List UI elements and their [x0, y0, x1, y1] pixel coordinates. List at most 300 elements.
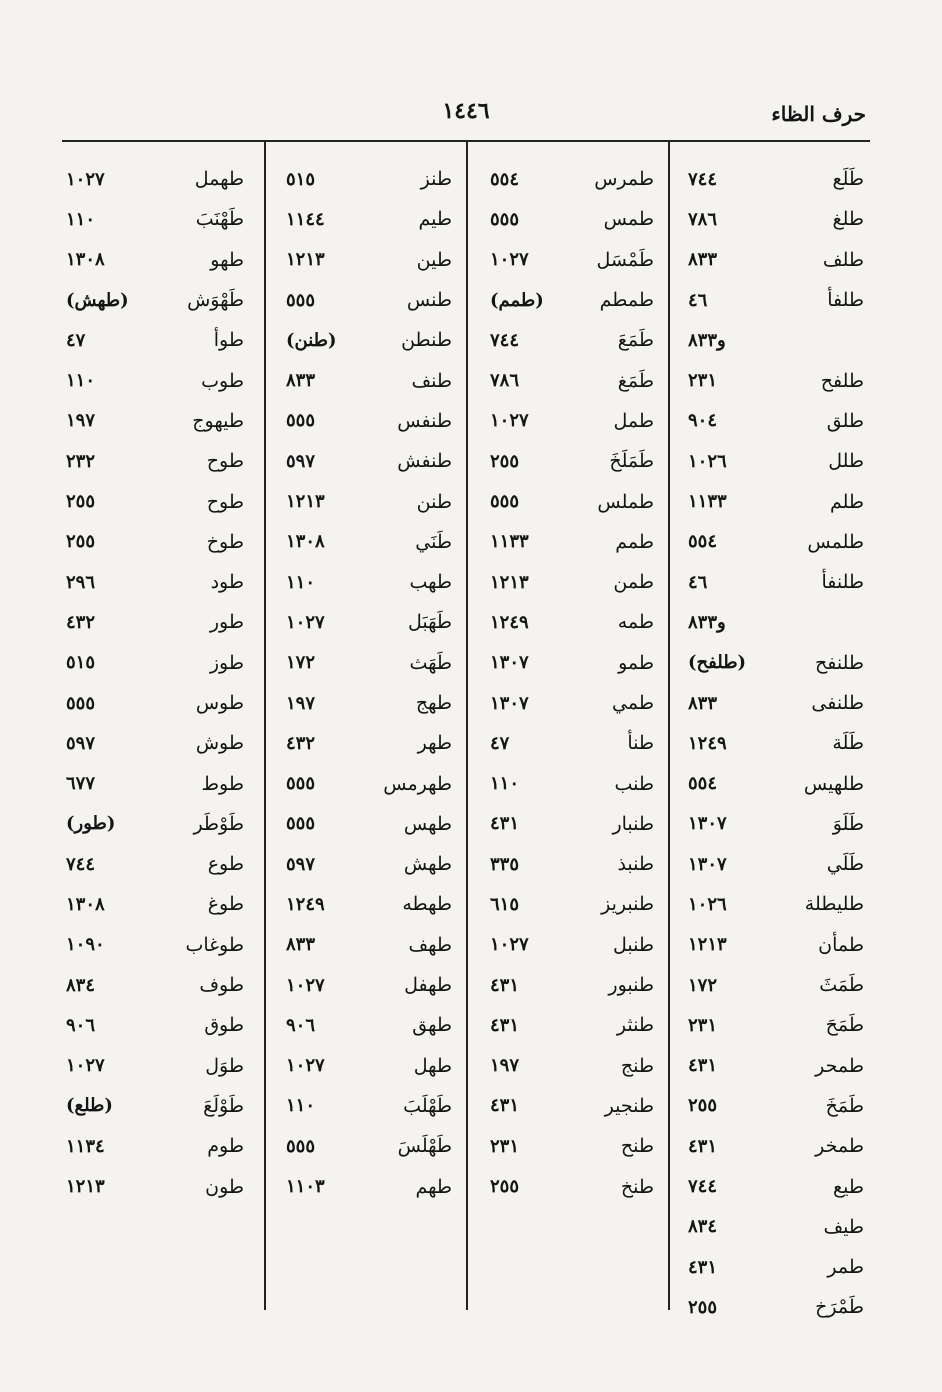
entry-word: طلفح — [820, 369, 864, 392]
index-entry — [62, 763, 264, 803]
index-entry — [670, 965, 870, 1005]
entry-page-ref: ٥٥٥ — [286, 410, 316, 432]
index-entry — [266, 1126, 466, 1166]
page-header — [62, 96, 870, 136]
entry-word: طمس — [603, 208, 654, 231]
index-entry — [62, 320, 264, 360]
entry-word: طوع — [207, 853, 244, 876]
entry-word: طهر — [417, 732, 452, 755]
entry-word: طلنفأ — [821, 571, 864, 594]
entry-page-ref: ٨٣٣ — [286, 934, 316, 956]
entry-word: طهرمس — [383, 772, 452, 795]
entry-word: طمي — [612, 692, 654, 714]
entry-word: طور — [209, 611, 244, 634]
entry-page-ref: ١٣٠٧ — [490, 692, 529, 714]
entry-page-ref: ٤٣٢ — [66, 611, 96, 633]
entry-page-ref: ٥٥٥ — [286, 1135, 316, 1157]
entry-page-ref: ٥٥٥ — [286, 773, 316, 795]
index-entry — [468, 844, 668, 884]
entry-word: طوغ — [207, 893, 244, 916]
index-entry — [670, 159, 870, 199]
entry-word: طهو — [210, 248, 244, 271]
index-entry — [62, 481, 264, 521]
index-entry — [468, 1005, 668, 1045]
entry-word: طنفش — [397, 450, 452, 473]
entry-word: طين — [416, 248, 452, 271]
entry-page-ref: ١١٠٣ — [286, 1176, 325, 1198]
index-entry — [62, 965, 264, 1005]
index-entry — [266, 683, 466, 723]
entry-page-ref: ٢٣٢ — [66, 450, 96, 472]
index-entry — [62, 159, 264, 199]
entry-word: طهق — [412, 1014, 452, 1037]
entry-word: طَمَغ — [617, 369, 654, 392]
entry-word: طوف — [199, 974, 244, 997]
index-entry — [670, 1126, 870, 1166]
index-entry — [670, 199, 870, 239]
entry-word: طلغ — [832, 208, 864, 231]
entry-page-ref: ١٢٤٩ — [688, 732, 727, 754]
entry-page-ref: ٥٩٧ — [66, 732, 96, 754]
entry-word: طنطن — [401, 329, 452, 352]
entry-word: طَهْوَش — [187, 289, 244, 312]
index-entry — [62, 723, 264, 763]
entry-word: طنبار — [612, 812, 654, 835]
entry-word: طَمَعَ — [617, 329, 654, 352]
entry-page-ref: ١١٣٤ — [66, 1135, 105, 1157]
entry-word: طوس — [195, 692, 244, 714]
entry-page-ref: ٤٦ — [688, 289, 708, 311]
index-entry — [468, 360, 668, 400]
entry-page-ref: ٥٥٤ — [688, 773, 718, 795]
index-column — [264, 142, 466, 1310]
index-column — [62, 142, 264, 1310]
index-entry — [62, 844, 264, 884]
entry-word: طوش — [195, 732, 244, 755]
index-entry — [266, 723, 466, 763]
entry-word: طلنفى — [811, 692, 864, 714]
index-entry — [670, 562, 870, 602]
entry-page-ref: ١٩٧ — [286, 692, 316, 714]
entry-word: طنس — [406, 289, 452, 312]
entry-page-ref: ١٢١٣ — [688, 934, 727, 956]
entry-word: طَهَث — [409, 651, 452, 674]
index-entry — [670, 320, 870, 360]
entry-word: طَلَوَ — [832, 812, 864, 835]
entry-word: طَلَي — [826, 853, 864, 876]
entry-word: طوَل — [205, 1054, 244, 1077]
entry-page-ref: ١٩٧ — [66, 410, 96, 432]
entry-page-ref: ١٢١٣ — [286, 249, 325, 271]
entry-word: طمر — [827, 1256, 864, 1279]
entry-word: طنبذ — [617, 853, 654, 876]
index-entry — [266, 1005, 466, 1045]
entry-page-ref: ٢٣١ — [688, 370, 718, 392]
entry-page-ref: ٦٧٧ — [66, 773, 96, 795]
entry-page-ref: ٧٨٦ — [688, 208, 718, 230]
entry-word: طَهْلَبَ — [403, 1094, 452, 1117]
entry-word: طود — [210, 571, 244, 594]
entry-word: طهج — [415, 692, 452, 714]
entry-word: طهطه — [402, 893, 452, 916]
entry-word: طَمَثَ — [819, 974, 864, 997]
index-entry — [468, 1126, 668, 1166]
index-entry — [62, 360, 264, 400]
index-entry — [266, 481, 466, 521]
entry-word: طنفس — [397, 409, 452, 432]
index-entry — [62, 804, 264, 844]
entry-word: طملس — [597, 490, 654, 513]
index-entry — [468, 683, 668, 723]
entry-word: طَمْرَخ — [815, 1296, 864, 1319]
entry-word: طنبل — [613, 933, 654, 956]
entry-word: طَمَلَخَ — [609, 450, 654, 473]
entry-word: طلمس — [807, 530, 864, 553]
entry-page-ref: ٥١٥ — [286, 168, 316, 190]
entry-word: طيم — [418, 208, 452, 231]
index-entry — [266, 240, 466, 280]
index-entry — [266, 360, 466, 400]
index-entry — [468, 401, 668, 441]
entry-page-ref: ٤٣١ — [688, 1055, 718, 1077]
entry-page-ref: ٤٣١ — [490, 1095, 520, 1117]
index-entry — [62, 522, 264, 562]
index-entry — [468, 602, 668, 642]
index-entry — [266, 884, 466, 924]
entry-word: طيع — [833, 1175, 864, 1198]
index-entry — [266, 643, 466, 683]
entry-word: طوق — [204, 1014, 244, 1037]
entry-page-ref: ٩٠٦ — [286, 1014, 316, 1036]
index-entry — [468, 763, 668, 803]
entry-page-ref: ٥٥٥ — [66, 692, 96, 714]
index-entry — [670, 1287, 870, 1327]
entry-page-ref: ٢٥٥ — [490, 1176, 520, 1198]
index-entry — [670, 602, 870, 642]
entry-page-ref: ٥٥٥ — [286, 813, 316, 835]
index-entry — [468, 1046, 668, 1086]
entry-word: طهش — [403, 853, 452, 876]
index-entry — [670, 1046, 870, 1086]
entry-word: طوز — [209, 651, 244, 674]
entry-word: طَمَخَ — [825, 1094, 864, 1117]
entry-page-ref: ٩٠٤ — [688, 410, 718, 432]
index-entry — [670, 844, 870, 884]
entry-page-ref: ١١٠ — [490, 773, 520, 795]
entry-page-ref: ١٩٧ — [490, 1055, 520, 1077]
entry-word: طوط — [201, 772, 244, 795]
index-entry — [266, 1046, 466, 1086]
entry-page-ref: ٧٤٤ — [490, 329, 520, 351]
index-entry — [62, 199, 264, 239]
index-entry — [670, 1086, 870, 1126]
index-entry — [468, 199, 668, 239]
entry-word: طليطلة — [804, 893, 864, 916]
entry-page-ref: ١١٣٣ — [490, 531, 529, 553]
index-entry — [670, 763, 870, 803]
entry-word: طهل — [413, 1054, 452, 1077]
entry-page-ref: ٤٣١ — [688, 1135, 718, 1157]
entry-word: طمرس — [594, 168, 654, 191]
entry-word: طَلَع — [832, 168, 864, 191]
index-entry — [266, 602, 466, 642]
entry-word: طنبريز — [601, 893, 654, 916]
index-entry — [62, 643, 264, 683]
entry-word: طمم — [615, 530, 654, 553]
entry-page-ref: ١٧٢ — [688, 974, 718, 996]
entry-page-ref: و٨٣٣ — [688, 329, 726, 351]
entry-page-ref: ٥٥٥ — [490, 208, 520, 230]
index-entry — [468, 804, 668, 844]
index-entry — [670, 401, 870, 441]
index-entry — [266, 562, 466, 602]
index-entry — [670, 1166, 870, 1206]
index-entry — [670, 884, 870, 924]
index-entry — [468, 643, 668, 683]
entry-page-ref: ١٢١٣ — [66, 1176, 105, 1198]
index-entry — [266, 522, 466, 562]
entry-page-ref: ٤٦ — [688, 571, 708, 593]
entry-word: طهس — [403, 812, 452, 835]
entry-page-ref: ٨٣٣ — [688, 692, 718, 714]
index-entry — [62, 441, 264, 481]
entry-page-ref: ٥١٥ — [66, 652, 96, 674]
entry-page-ref: ١٠٩٠ — [66, 934, 105, 956]
entry-page-ref: ١٧٢ — [286, 652, 316, 674]
entry-word: طَهَبَل — [407, 611, 452, 634]
entry-page-ref: ١٣٠٧ — [688, 813, 727, 835]
index-entry — [468, 1166, 668, 1206]
entry-page-ref: ٤٧ — [66, 329, 86, 351]
index-entry — [62, 602, 264, 642]
entry-word: طلهيس — [803, 772, 864, 795]
index-entry — [468, 481, 668, 521]
entry-page-ref: ٢٥٥ — [66, 491, 96, 513]
index-entry — [468, 562, 668, 602]
index-entry — [62, 1126, 264, 1166]
index-entry — [670, 280, 870, 320]
index-entry — [670, 481, 870, 521]
entry-word: طمه — [617, 611, 654, 634]
entry-word: طمو — [618, 651, 654, 674]
entry-page-ref: ٢٥٥ — [490, 450, 520, 472]
entry-page-ref: ٨٣٤ — [688, 1216, 718, 1238]
entry-word: طلق — [826, 409, 864, 432]
entry-page-ref: (طلفح) — [688, 652, 747, 674]
index-entry — [266, 763, 466, 803]
index-entry — [468, 441, 668, 481]
entry-word: طوخ — [206, 530, 244, 553]
index-entry — [468, 280, 668, 320]
entry-word: طنأ — [627, 732, 654, 755]
entry-page-ref: ١١٣٣ — [688, 491, 727, 513]
entry-page-ref: ١٠٢٧ — [286, 1055, 325, 1077]
entry-word: طنح — [620, 1135, 654, 1158]
entry-page-ref: ٧٨٦ — [490, 370, 520, 392]
entry-page-ref: ١٠٢٦ — [688, 893, 727, 915]
index-entry — [468, 723, 668, 763]
entry-word: طلم — [829, 490, 864, 513]
index-entry — [62, 401, 264, 441]
entry-word: طَهْنَبَ — [195, 208, 244, 231]
entry-page-ref: ١٢١٣ — [490, 571, 529, 593]
index-entry — [266, 199, 466, 239]
index-entry — [62, 1166, 264, 1206]
index-entry — [670, 441, 870, 481]
index-entry — [670, 643, 870, 683]
entry-word: طوح — [206, 450, 244, 473]
index-columns — [62, 142, 870, 1319]
page-number: ١٤٤٦ — [442, 98, 490, 124]
entry-page-ref: ١٠٢٦ — [688, 450, 727, 472]
entry-page-ref: ٣٣٥ — [490, 853, 520, 875]
entry-page-ref: ١٣٠٨ — [286, 531, 325, 553]
index-entry — [670, 723, 870, 763]
index-entry — [266, 965, 466, 1005]
index-entry — [468, 159, 668, 199]
entry-page-ref: ٦١٥ — [490, 893, 520, 915]
entry-page-ref: ٢٥٥ — [688, 1296, 718, 1318]
index-entry — [62, 1005, 264, 1045]
entry-page-ref: ١٠٢٧ — [490, 249, 529, 271]
entry-page-ref: ١٢٤٩ — [490, 611, 529, 633]
entry-word: طنج — [620, 1054, 654, 1077]
entry-word: طلفأ — [827, 289, 864, 312]
entry-word: طنثر — [616, 1014, 654, 1037]
entry-word: طمل — [613, 409, 654, 432]
index-entry — [62, 683, 264, 723]
index-entry — [468, 925, 668, 965]
index-entry — [670, 360, 870, 400]
index-entry — [62, 1046, 264, 1086]
section-title: حرف الظاء — [771, 102, 866, 126]
index-column — [466, 142, 668, 1310]
index-entry — [266, 1166, 466, 1206]
entry-word: طوأ — [213, 329, 244, 352]
entry-word: طلنفح — [814, 651, 864, 674]
index-entry — [266, 1086, 466, 1126]
entry-page-ref: ٢٣١ — [688, 1014, 718, 1036]
index-entry — [670, 1207, 870, 1247]
entry-page-ref: ٤٣٢ — [286, 732, 316, 754]
entry-word: طهب — [409, 571, 452, 594]
entry-word: طهف — [408, 933, 452, 956]
entry-word: طَوْلَعَ — [203, 1094, 244, 1117]
entry-page-ref: ١٠٢٧ — [66, 168, 105, 190]
index-entry — [670, 1005, 870, 1045]
index-entry — [670, 925, 870, 965]
entry-word: طنبور — [608, 974, 654, 997]
entry-page-ref: ٧٤٤ — [688, 1176, 718, 1198]
entry-page-ref: ٥٥٥ — [286, 289, 316, 311]
index-entry — [266, 280, 466, 320]
entry-word: طنف — [411, 369, 452, 392]
entry-page-ref: ١٠٢٧ — [286, 974, 325, 996]
entry-page-ref: ٨٣٤ — [66, 974, 96, 996]
index-entry — [670, 522, 870, 562]
entry-page-ref: ٨٣٣ — [286, 370, 316, 392]
entry-word: طنن — [416, 490, 452, 513]
entry-word: طَنَي — [415, 530, 452, 553]
entry-word: طمن — [613, 571, 654, 594]
entry-page-ref: ١١٠ — [286, 1095, 316, 1117]
entry-word: طَمْسَل — [596, 248, 654, 271]
index-column — [668, 142, 870, 1319]
index-entry — [62, 925, 264, 965]
entry-word: طوغاب — [185, 933, 244, 956]
entry-word: طهمل — [194, 168, 244, 191]
entry-word: طمحر — [815, 1054, 864, 1077]
entry-page-ref: ٩٠٦ — [66, 1014, 96, 1036]
entry-word: طلل — [828, 450, 864, 473]
index-entry — [468, 522, 668, 562]
index-entry — [670, 240, 870, 280]
entry-page-ref: ٧٤٤ — [688, 168, 718, 190]
entry-page-ref: (طنن) — [286, 329, 337, 351]
entry-word: طيف — [823, 1215, 864, 1238]
entry-page-ref: ١١٠ — [286, 571, 316, 593]
index-entry — [266, 159, 466, 199]
index-entry — [266, 401, 466, 441]
entry-word: طهم — [415, 1175, 452, 1198]
entry-page-ref: ٧٤٤ — [66, 853, 96, 875]
entry-page-ref: ٥٥٤ — [688, 531, 718, 553]
index-entry — [62, 562, 264, 602]
index-entry — [62, 1086, 264, 1126]
index-entry — [468, 320, 668, 360]
entry-page-ref: ٢٥٥ — [66, 531, 96, 553]
entry-page-ref: ١٢١٣ — [286, 491, 325, 513]
entry-page-ref: (طلع) — [66, 1095, 113, 1117]
entry-word: طَلَة — [832, 732, 864, 755]
index-entry — [670, 683, 870, 723]
entry-page-ref: ١٢٤٩ — [286, 893, 325, 915]
entry-page-ref: ١٣٠٨ — [66, 893, 105, 915]
entry-page-ref: ٢٣١ — [490, 1135, 520, 1157]
entry-page-ref: ١١٤٤ — [286, 208, 325, 230]
entry-word: طلف — [822, 248, 864, 271]
entry-word: طوم — [207, 1135, 244, 1158]
entry-page-ref: ٤٧ — [490, 732, 510, 754]
entry-word: طنب — [614, 772, 654, 795]
entry-word: طَوْطَر — [193, 812, 244, 835]
entry-word: طمطم — [599, 289, 654, 312]
entry-page-ref: ٤٣١ — [490, 813, 520, 835]
entry-page-ref: (طهش) — [66, 289, 129, 311]
entry-word: طَمَحَ — [825, 1014, 864, 1037]
entry-word: طيهوج — [192, 409, 244, 432]
entry-word: طمخر — [815, 1135, 864, 1158]
index-entry — [266, 925, 466, 965]
entry-page-ref: ٨٣٣ — [688, 249, 718, 271]
entry-page-ref: ٤٣١ — [490, 974, 520, 996]
entry-page-ref: ١١٠ — [66, 208, 96, 230]
entry-page-ref: ٢٥٥ — [688, 1095, 718, 1117]
entry-page-ref: ١٣٠٧ — [688, 853, 727, 875]
entry-page-ref: و٨٣٣ — [688, 611, 726, 633]
entry-word: طنز — [420, 168, 452, 191]
entry-word: طَهْلَسَ — [397, 1135, 452, 1158]
entry-word: طمأن — [818, 933, 864, 956]
entry-page-ref: ١٠٢٧ — [490, 410, 529, 432]
entry-page-ref: ١٠٢٧ — [286, 611, 325, 633]
index-entry — [468, 884, 668, 924]
index-entry — [62, 280, 264, 320]
index-entry — [468, 965, 668, 1005]
entry-page-ref: ١٠٢٧ — [66, 1055, 105, 1077]
index-entry — [266, 844, 466, 884]
entry-page-ref: ٥٩٧ — [286, 450, 316, 472]
